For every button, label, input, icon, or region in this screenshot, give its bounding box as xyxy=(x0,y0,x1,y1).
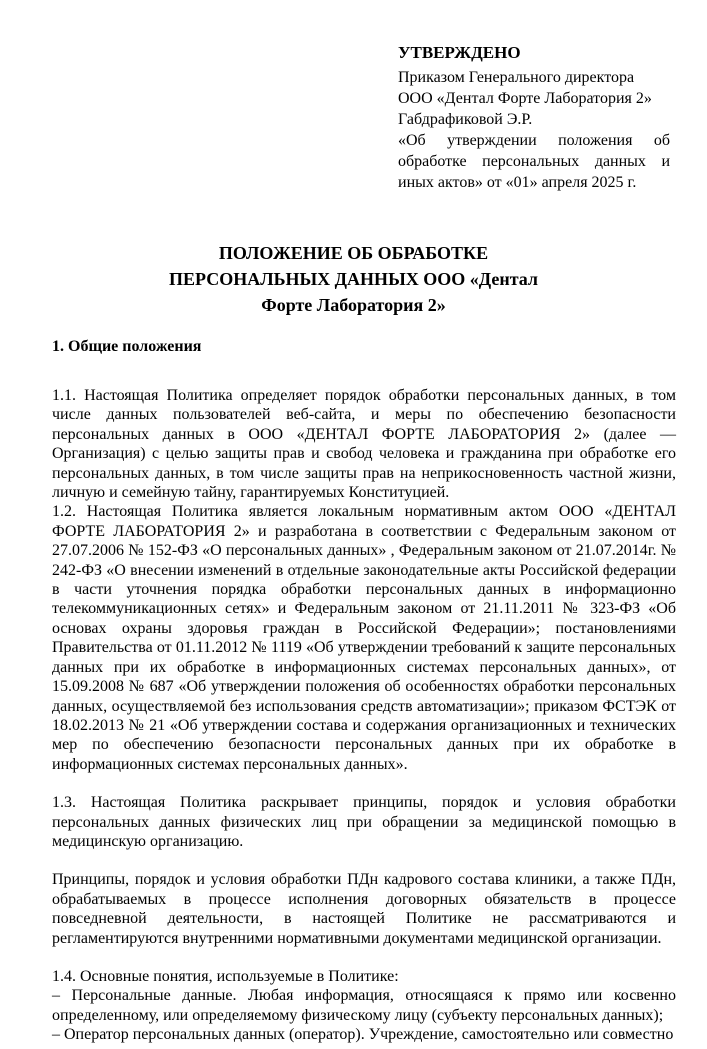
paragraph-1-2: 1.2. Настоящая Политика является локальным нормативным актом ООО «ДЕНТАЛ ФОРТЕ ЛАБОРАТОРИЯ 2» и разработана в соответствии с Федеральным законом от 27.07.2006 № 152-ФЗ «О персональных данных» , Федеральным законом от 21.07.2014г. № 242-ФЗ «О внесении изменений в отдельные законодательные акты Российской федерации в части уточнения порядка обработки персональных данных в информационно телекоммуникационных сетях» и Федеральным законом от 21.11.2011 № 323-ФЗ «Об основах охраны здоровья граждан в Российской Федерации»; постановлениями Правительства от 01.11.2012 № 1119 «Об утверждении требований к защите персональных данных при их обработке в информационных системах персональных данных», от 15.09.2008 № 687 «Об утверждении положения об особенностях обработки персональных данных, осуществляемой без использования средств автоматизации»; приказом ФСТЭК от 18.02.2013 № 21 «Об утверждении состава и содержания организационных и технических мер по обеспечению безопасности персональных данных при их обработке в информационных системах персональных данных». xyxy=(52,503,676,773)
approval-line: Габдрафиковой Э.Р. xyxy=(398,111,533,128)
approval-line: иных актов» от «01» апреля 2025 г. xyxy=(398,174,637,191)
approval-block xyxy=(398,42,670,193)
approval-line: ООО «Дентал Форте Лаборатория 2» xyxy=(398,90,652,107)
paragraph-staff: Принципы, порядок и условия обработки ПДн кадрового состава клиники, а также ПДн, обрабатываемых в процессе исполнения договорных обязательств в процессе повседневной деятельности, в настоящей Политике не рассматриваются и регламентируются внутренними нормативными документами медицинской организации. xyxy=(52,871,676,947)
title-line: Форте Лаборатория 2» xyxy=(261,295,446,315)
title-line: ПЕРСОНАЛЬНЫХ ДАННЫХ ООО «Дентал xyxy=(168,269,539,289)
paragraph-1-3: 1.3. Настоящая Политика раскрывает принципы, порядок и условия обработки персональных данных физических лиц при обращении за медицинской помощью в медицинскую организацию. xyxy=(52,794,676,850)
document-title xyxy=(0,240,707,318)
paragraph-1-4: 1.4. Основные понятия, используемые в Политике: xyxy=(52,967,399,985)
approval-heading: УТВЕРЖДЕНО xyxy=(398,43,521,62)
approval-line: Приказом Генерального директора xyxy=(398,69,635,86)
document-body xyxy=(52,386,676,1045)
definition-item: – Оператор персональных данных (оператор). Учреждение, самостоятельно или совместно xyxy=(52,1026,674,1044)
approval-line: обработке персональных данных и xyxy=(398,153,670,170)
title-line: ПОЛОЖЕНИЕ ОБ ОБРАБОТКЕ xyxy=(218,243,489,263)
section-heading: 1. Общие положения xyxy=(52,338,202,355)
definition-item: – Персональные данные. Любая информация, относящаяся к прямо или косвенно определенному, или определяемому физическому лицу (субъекту персональных данных); xyxy=(52,987,676,1024)
paragraph-1-1: 1.1. Настоящая Политика определяет порядок обработки персональных данных, в том числе данных пользователей веб-сайта, и меры по обеспечению безопасности персональных данных в ООО «ДЕНТАЛ ФОРТЕ ЛАБОРАТОРИЯ 2» (далее — Организация) с целью защиты прав и свобод человека и гражданина при обработке его персональных данных, в том числе защиты прав на неприкосновенность частной жизни, личную и семейную тайну, гарантируемых Конституцией. xyxy=(52,387,676,502)
approval-line: «Об утверждении положения об xyxy=(398,132,670,149)
